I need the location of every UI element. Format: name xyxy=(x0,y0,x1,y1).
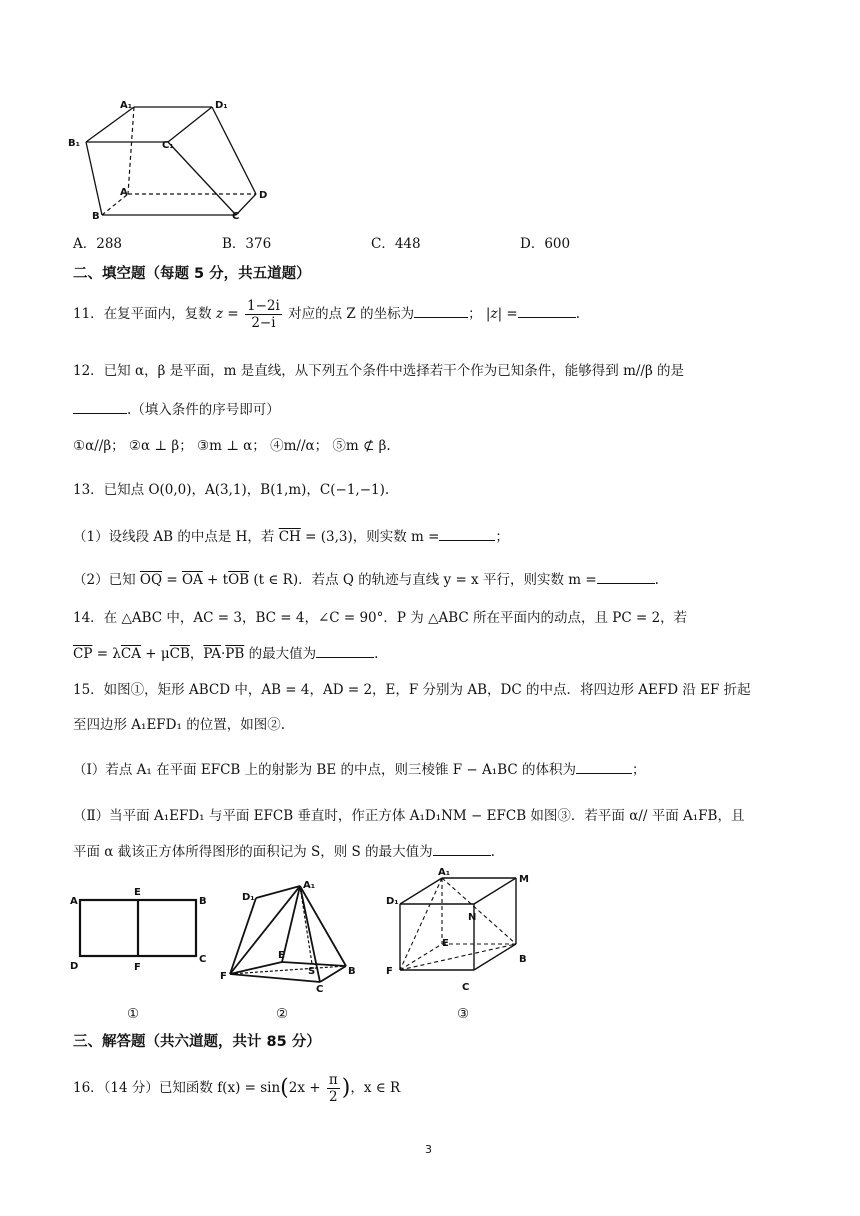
prism-label-c: C xyxy=(232,211,240,222)
q11-fraction: $\frac{1-2i}{2-i}$ xyxy=(247,298,280,331)
fig3-label-d1: D₁ xyxy=(386,896,399,907)
figure-3-caption: ③ xyxy=(457,1006,470,1022)
fig2-label-f: F xyxy=(220,971,227,982)
section-3-title: 三、解答题（共六道题，共计 85 分） xyxy=(73,1034,321,1050)
question-15-line1: 15．如图①，矩形 ABCD 中，AB = 4，AD = 2，E，F 分别为 AB，DC 的中点．将四边形 AEFD 沿 EF 折起 xyxy=(73,682,751,698)
fig3-label-m: M xyxy=(519,874,529,885)
prism-label-d1: D₁ xyxy=(215,100,228,111)
figure-3-cube xyxy=(382,866,532,996)
fig3-label-a1: A₁ xyxy=(438,867,451,878)
fig2-label-b: B xyxy=(348,966,356,977)
question-14-line1: 14．在 △ABC 中，AC = 3，BC = 4，∠C = 90°．P 为 △ABC 所在平面内的动点，且 PC = 2，若 xyxy=(73,610,688,626)
fig2-label-a1: A₁ xyxy=(303,880,316,891)
figure-2-caption: ② xyxy=(276,1006,289,1022)
question-15-part2-line1: （Ⅱ）当平面 A₁EFD₁ 与平面 EFCB 垂直时，作正方体 A₁D₁NM − EFCB 如图③．若平面 α// 平面 A₁FB，且 xyxy=(73,808,745,824)
q10-option-a: A．288 xyxy=(73,236,123,252)
question-13-part1: （1）设线段 AB 的中点是 H，若 $\overline{CH} = (3,3)$，则实数 m = ； xyxy=(73,529,509,545)
fig2-label-s: S xyxy=(308,966,316,977)
fig3-label-b: B xyxy=(519,954,527,965)
question-13-part2: （2）已知 $\overline{OQ} = \overline{OA} + t\overline{OB}$ (t ∈ R)．若点 Q 的轨迹与直线 y = x 平行，则实数 m = . xyxy=(73,572,659,588)
fig1-label-d: D xyxy=(70,961,79,972)
question-12-line1: 12．已知 α，β 是平面，m 是直线，从下列五个条件中选择若干个作为已知条件，能够得到 m//β 的是 xyxy=(73,363,685,379)
fig1-label-b: B xyxy=(199,896,207,907)
fig3-label-c: C xyxy=(462,982,470,993)
fig3-label-f: F xyxy=(386,966,393,977)
prism-label-a: A xyxy=(120,187,128,198)
question-15-line2: 至四边形 A₁EFD₁ 的位置，如图②. xyxy=(73,717,285,733)
prism-label-c1: C₁ xyxy=(162,140,174,151)
prism-label-a1: A₁ xyxy=(120,100,133,111)
page-number: 3 xyxy=(425,1143,432,1156)
q10-option-b: B．376 xyxy=(222,236,272,252)
question-12-options: ①α//β； ②α ⊥ β； ③m ⊥ α； ④m//α； ⑤m ⊄ β. xyxy=(73,438,391,454)
fig2-label-e: E xyxy=(278,950,285,961)
section-2-title: 二、填空题（每题 5 分，共五道题） xyxy=(73,266,311,282)
fig1-label-f: F xyxy=(134,962,141,973)
prism-label-d: D xyxy=(259,190,268,201)
fig2-label-c: C xyxy=(316,984,324,992)
fig1-label-c: C xyxy=(199,954,207,965)
figure-2-pyramid xyxy=(220,876,360,992)
figure-1-caption: ① xyxy=(127,1006,140,1022)
prism-figure xyxy=(64,98,284,223)
q16-fraction: $\frac{\pi}{2}$ xyxy=(328,1072,338,1105)
question-13: 13．已知点 O(0,0)，A(3,1)，B(1,m)，C(−1,−1). xyxy=(73,482,390,498)
question-16: 16．（14 分）已知函数 f(x) = sin(2x + $\frac{\pi}{2}$ )，x ∈ R xyxy=(73,1072,401,1105)
question-15-part1: （Ⅰ）若点 A₁ 在平面 EFCB 上的射影为 BE 的中点，则三棱锥 F − A₁BC 的体积为 ； xyxy=(73,762,646,778)
question-12-line2: .（填入条件的序号即可） xyxy=(73,400,280,420)
figure-1-rectangle xyxy=(68,882,216,974)
fig3-label-n: N xyxy=(468,912,477,923)
q10-option-d: D．600 xyxy=(520,236,571,252)
q10-option-c: C．448 xyxy=(371,236,421,252)
question-14-line2: $\overline{CP} = \lambda\overline{CA} + \mu\overline{CB}$，$\overline{PA}\cdot\overline{PB}$ 的最大值为 . xyxy=(73,646,379,662)
fig1-label-a: A xyxy=(70,896,78,907)
prism-label-b1: B₁ xyxy=(68,138,81,149)
prism-label-b: B xyxy=(92,211,100,222)
question-15-part2-line2: 平面 α 截该正方体所得图形的面积记为 S，则 S 的最大值为 . xyxy=(73,844,495,860)
fig3-label-e: E xyxy=(442,938,449,949)
question-11: 11．在复平面内，复数 z = $\frac{1-2i}{2-i}$ 对应的点 Z 的坐标为 ； |z| = . xyxy=(73,298,581,331)
fig2-label-d1: D₁ xyxy=(242,892,255,903)
fig1-label-e: E xyxy=(134,887,141,898)
